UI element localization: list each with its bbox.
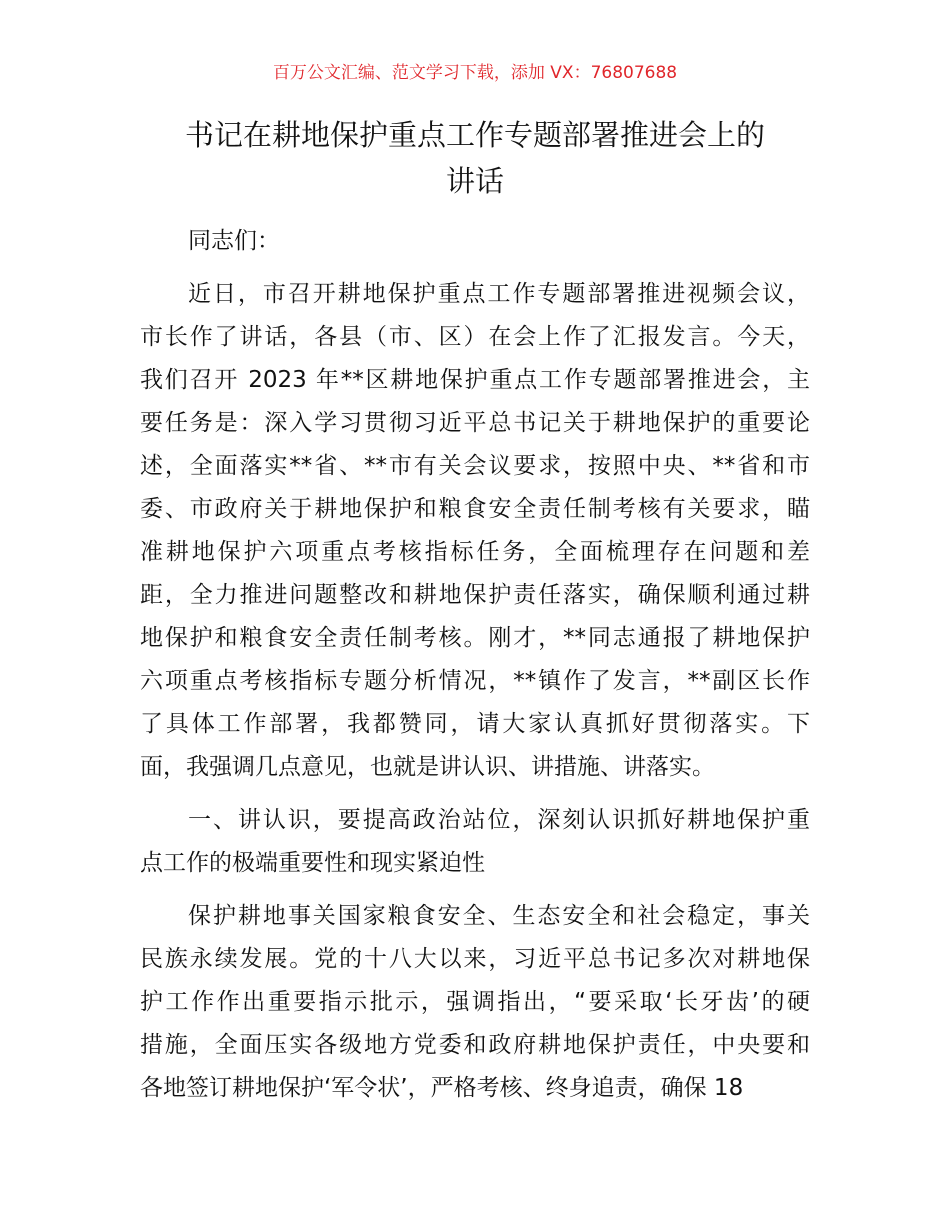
section-heading	[140, 799, 810, 885]
document-body	[140, 220, 810, 1120]
title-line: 讲话	[445, 164, 504, 198]
text-line: 护工作作出重要指示批示，强调指出，“要采取‘长牙齿’的硬	[140, 989, 810, 1015]
salutation	[140, 220, 810, 263]
text-line: 委、市政府关于耕地保护和粮食安全责任制考核有关要求，瞄	[140, 496, 810, 522]
text-line: 同志们：	[188, 228, 280, 254]
watermark-header: 百万公文汇编、范文学习下载，添加 VX：76807688	[272, 63, 678, 83]
text-line: 了具体工作部署，我都赞同，请大家认真抓好贯彻落实。下	[140, 711, 810, 737]
title-line: 书记在耕地保护重点工作专题部署推进会上的	[184, 118, 765, 152]
text-line: 述，全面落实**省、**市有关会议要求，按照中央、**省和市	[140, 453, 810, 479]
text-line: 地保护和粮食安全责任制考核。刚才，**同志通报了耕地保护	[140, 625, 810, 651]
text-line: 面，我强调几点意见，也就是讲认识、讲措施、讲落实。	[140, 754, 715, 780]
text-line: 市长作了讲话，各县（市、区）在会上作了汇报发言。今天，	[140, 324, 810, 350]
text-line: 近日，市召开耕地保护重点工作专题部署推进视频会议，	[188, 281, 810, 307]
text-line: 我们召开 2023 年**区耕地保护重点工作专题部署推进会，主	[140, 367, 810, 393]
text-line: 要任务是：深入学习贯彻习近平总书记关于耕地保护的重要论	[140, 410, 810, 436]
text-line: 准耕地保护六项重点考核指标任务，全面梳理存在问题和差	[140, 539, 810, 565]
text-line: 一、讲认识，要提高政治站位，深刻认识抓好耕地保护重	[188, 807, 810, 833]
document-title	[120, 112, 830, 204]
text-line: 六项重点考核指标专题分析情况，**镇作了发言，**副区长作	[140, 668, 810, 694]
text-line: 距，全力推进问题整改和耕地保护责任落实，确保顺利通过耕	[140, 582, 810, 608]
text-line: 保护耕地事关国家粮食安全、生态安全和社会稳定，事关	[188, 903, 810, 929]
text-line: 措施，全面压实各级地方党委和政府耕地保护责任，中央要和	[140, 1032, 810, 1058]
paragraph	[140, 895, 810, 1110]
paragraph	[140, 273, 810, 789]
text-line: 点工作的极端重要性和现实紧迫性	[140, 850, 485, 876]
text-line: 各地签订耕地保护‘军令状’，严格考核、终身追责，确保 18	[140, 1075, 744, 1101]
text-line: 民族永续发展。党的十八大以来，习近平总书记多次对耕地保	[140, 946, 810, 972]
